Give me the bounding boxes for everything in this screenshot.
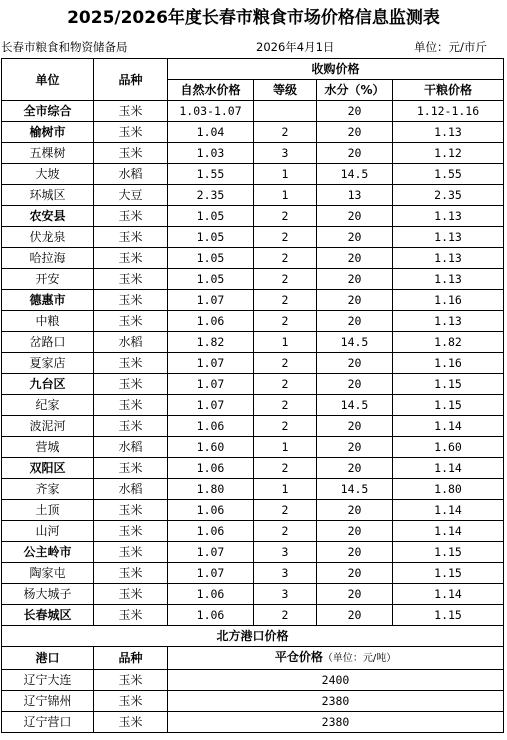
header-unit: 单位 [2,59,94,101]
cell-unit: 长春城区 [2,605,94,626]
cell-variety: 水稻 [94,332,168,353]
cell-grade: 3 [254,542,317,563]
cell-moisture: 20 [317,563,393,584]
cell-dry-price: 1.80 [393,479,504,500]
cell-grade: 1 [254,164,317,185]
cell-dry-price: 1.15 [393,605,504,626]
port-section-title-row [2,626,504,647]
cell-variety: 玉米 [94,269,168,290]
port-cell-variety: 玉米 [94,691,168,712]
cell-moisture: 20 [317,437,393,458]
cell-grade: 2 [254,500,317,521]
table-row [2,269,504,290]
cell-moisture: 20 [317,605,393,626]
header-wet-price: 自然水价格 [168,80,254,101]
cell-wet-price: 1.06 [168,521,254,542]
cell-variety: 玉米 [94,395,168,416]
cell-moisture: 20 [317,269,393,290]
cell-variety: 水稻 [94,479,168,500]
cell-unit: 夏家店 [2,353,94,374]
cell-unit: 营城 [2,437,94,458]
port-row [2,670,504,691]
header-variety: 品种 [94,59,168,101]
port-cell-price: 2380 [168,691,504,712]
header-dry-price: 干粮价格 [393,80,504,101]
cell-variety: 玉米 [94,542,168,563]
cell-dry-price: 1.12 [393,143,504,164]
cell-unit: 五棵树 [2,143,94,164]
cell-wet-price: 1.80 [168,479,254,500]
cell-dry-price: 1.13 [393,122,504,143]
table-row [2,353,504,374]
cell-wet-price: 1.06 [168,584,254,605]
cell-variety: 玉米 [94,227,168,248]
cell-dry-price: 1.55 [393,164,504,185]
cell-moisture: 20 [317,584,393,605]
table-row [2,584,504,605]
cell-grade: 1 [254,332,317,353]
table-row [2,521,504,542]
cell-dry-price: 1.82 [393,332,504,353]
cell-grade: 2 [254,521,317,542]
cell-unit: 大坡 [2,164,94,185]
cell-unit: 开安 [2,269,94,290]
cell-wet-price: 1.05 [168,206,254,227]
cell-wet-price: 1.82 [168,332,254,353]
cell-moisture: 20 [317,143,393,164]
cell-wet-price: 1.05 [168,269,254,290]
cell-moisture: 20 [317,458,393,479]
cell-variety: 玉米 [94,206,168,227]
cell-dry-price: 1.14 [393,500,504,521]
cell-dry-price: 1.60 [393,437,504,458]
cell-unit: 齐家 [2,479,94,500]
port-cell-port: 辽宁锦州 [2,691,94,712]
cell-grade: 2 [254,458,317,479]
cell-dry-price: 1.14 [393,521,504,542]
cell-variety: 玉米 [94,122,168,143]
cell-moisture: 20 [317,227,393,248]
cell-grade: 3 [254,563,317,584]
cell-dry-price: 1.16 [393,353,504,374]
table-row [2,500,504,521]
cell-variety: 玉米 [94,416,168,437]
cell-unit: 土顶 [2,500,94,521]
cell-dry-price: 1.16 [393,290,504,311]
cell-grade [254,101,317,122]
cell-dry-price: 1.15 [393,374,504,395]
table-row [2,143,504,164]
cell-moisture: 14.5 [317,395,393,416]
cell-grade: 3 [254,143,317,164]
cell-variety: 水稻 [94,164,168,185]
cell-wet-price: 1.07 [168,353,254,374]
cell-grade: 2 [254,353,317,374]
cell-moisture: 20 [317,353,393,374]
cell-wet-price: 1.06 [168,458,254,479]
cell-dry-price: 1.13 [393,227,504,248]
table-row [2,290,504,311]
table-row [2,206,504,227]
cell-wet-price: 1.07 [168,290,254,311]
subheader [0,36,507,58]
cell-moisture: 20 [317,521,393,542]
table-row [2,479,504,500]
cell-unit: 公主岭市 [2,542,94,563]
cell-unit: 九台区 [2,374,94,395]
cell-variety: 玉米 [94,374,168,395]
cell-moisture: 20 [317,416,393,437]
cell-wet-price: 1.06 [168,416,254,437]
cell-wet-price: 1.60 [168,437,254,458]
cell-wet-price: 1.07 [168,395,254,416]
cell-moisture: 20 [317,206,393,227]
cell-moisture: 14.5 [317,332,393,353]
cell-grade: 3 [254,584,317,605]
cell-variety: 玉米 [94,101,168,122]
cell-moisture: 20 [317,122,393,143]
cell-grade: 2 [254,374,317,395]
cell-variety: 玉米 [94,584,168,605]
cell-unit: 双阳区 [2,458,94,479]
header-moisture: 水分（%） [317,80,393,101]
cell-unit: 波泥河 [2,416,94,437]
cell-variety: 玉米 [94,521,168,542]
cell-dry-price: 2.35 [393,185,504,206]
cell-variety: 玉米 [94,563,168,584]
table-row [2,101,504,122]
cell-variety: 玉米 [94,500,168,521]
page-title: 2025/2026年度长春市粮食市场价格信息监测表 [67,8,440,28]
cell-dry-price: 1.15 [393,395,504,416]
port-header-variety: 品种 [94,647,168,670]
table-row [2,395,504,416]
cell-grade: 1 [254,479,317,500]
cell-unit: 中粮 [2,311,94,332]
cell-grade: 2 [254,395,317,416]
cell-unit: 全市综合 [2,101,94,122]
cell-grade: 2 [254,416,317,437]
port-cell-port: 辽宁大连 [2,670,94,691]
header-row-1 [2,59,504,80]
cell-variety: 水稻 [94,437,168,458]
cell-moisture: 14.5 [317,164,393,185]
cell-unit: 哈拉海 [2,248,94,269]
cell-moisture: 20 [317,290,393,311]
port-cell-price: 2400 [168,670,504,691]
cell-variety: 玉米 [94,143,168,164]
table-row [2,605,504,626]
table-row [2,227,504,248]
cell-variety: 玉米 [94,353,168,374]
cell-moisture: 20 [317,248,393,269]
cell-dry-price: 1.13 [393,269,504,290]
cell-dry-price: 1.14 [393,458,504,479]
report-date: 2026年4月1日 [256,40,335,54]
cell-variety: 玉米 [94,311,168,332]
cell-wet-price: 1.05 [168,248,254,269]
table-row [2,458,504,479]
port-cell-price: 2380 [168,712,504,733]
cell-variety: 玉米 [94,458,168,479]
cell-grade: 1 [254,185,317,206]
cell-unit: 环城区 [2,185,94,206]
table-row [2,164,504,185]
cell-dry-price: 1.13 [393,206,504,227]
price-table [1,58,504,733]
cell-dry-price: 1.12-1.16 [393,101,504,122]
port-cell-port: 辽宁营口 [2,712,94,733]
cell-unit: 岔路口 [2,332,94,353]
cell-wet-price: 1.07 [168,542,254,563]
port-header-port: 港口 [2,647,94,670]
cell-dry-price: 1.15 [393,563,504,584]
cell-wet-price: 1.06 [168,605,254,626]
table-row [2,185,504,206]
cell-wet-price: 1.05 [168,227,254,248]
cell-dry-price: 1.14 [393,584,504,605]
cell-unit: 杨大城子 [2,584,94,605]
cell-grade: 2 [254,311,317,332]
table-row [2,374,504,395]
table-row [2,437,504,458]
cell-wet-price: 1.03 [168,143,254,164]
cell-unit: 陶家屯 [2,563,94,584]
cell-moisture: 20 [317,374,393,395]
cell-variety: 玉米 [94,248,168,269]
cell-grade: 2 [254,206,317,227]
table-row [2,122,504,143]
cell-moisture: 20 [317,311,393,332]
cell-grade: 2 [254,290,317,311]
cell-dry-price: 1.15 [393,542,504,563]
cell-grade: 2 [254,248,317,269]
cell-unit: 伏龙泉 [2,227,94,248]
cell-wet-price: 1.03-1.07 [168,101,254,122]
cell-grade: 1 [254,437,317,458]
cell-variety: 玉米 [94,290,168,311]
cell-grade: 2 [254,269,317,290]
port-price-unit: （单位：元/吨） [322,653,397,664]
port-header-price-label: 平仓价格 [274,650,323,664]
port-cell-variety: 玉米 [94,670,168,691]
cell-grade: 2 [254,227,317,248]
port-header-row [2,647,504,670]
cell-unit: 农安县 [2,206,94,227]
header-grade: 等级 [254,80,317,101]
cell-wet-price: 1.07 [168,374,254,395]
header-purchase-price: 收购价格 [168,59,504,80]
cell-dry-price: 1.14 [393,416,504,437]
cell-wet-price: 1.07 [168,563,254,584]
table-row [2,311,504,332]
cell-dry-price: 1.13 [393,248,504,269]
table-row [2,248,504,269]
cell-wet-price: 1.06 [168,311,254,332]
port-section-title: 北方港口价格 [2,626,504,647]
cell-wet-price: 1.55 [168,164,254,185]
cell-unit: 山河 [2,521,94,542]
port-row [2,712,504,733]
cell-moisture: 20 [317,500,393,521]
table-row [2,542,504,563]
cell-grade: 2 [254,122,317,143]
table-row [2,416,504,437]
cell-unit: 榆树市 [2,122,94,143]
cell-grade: 2 [254,605,317,626]
cell-moisture: 20 [317,542,393,563]
unit-label: 单位：元/市斤 [414,40,487,54]
cell-moisture: 20 [317,101,393,122]
port-cell-variety: 玉米 [94,712,168,733]
cell-unit: 纪家 [2,395,94,416]
port-row [2,691,504,712]
cell-moisture: 13 [317,185,393,206]
table-row [2,563,504,584]
port-header-price [168,647,504,670]
cell-wet-price: 2.35 [168,185,254,206]
cell-wet-price: 1.06 [168,500,254,521]
table-row [2,332,504,353]
cell-moisture: 14.5 [317,479,393,500]
cell-dry-price: 1.13 [393,311,504,332]
cell-wet-price: 1.04 [168,122,254,143]
cell-unit: 德惠市 [2,290,94,311]
cell-variety: 大豆 [94,185,168,206]
cell-variety: 玉米 [94,605,168,626]
organization-label: 长春市粮食和物资储备局 [1,40,128,54]
